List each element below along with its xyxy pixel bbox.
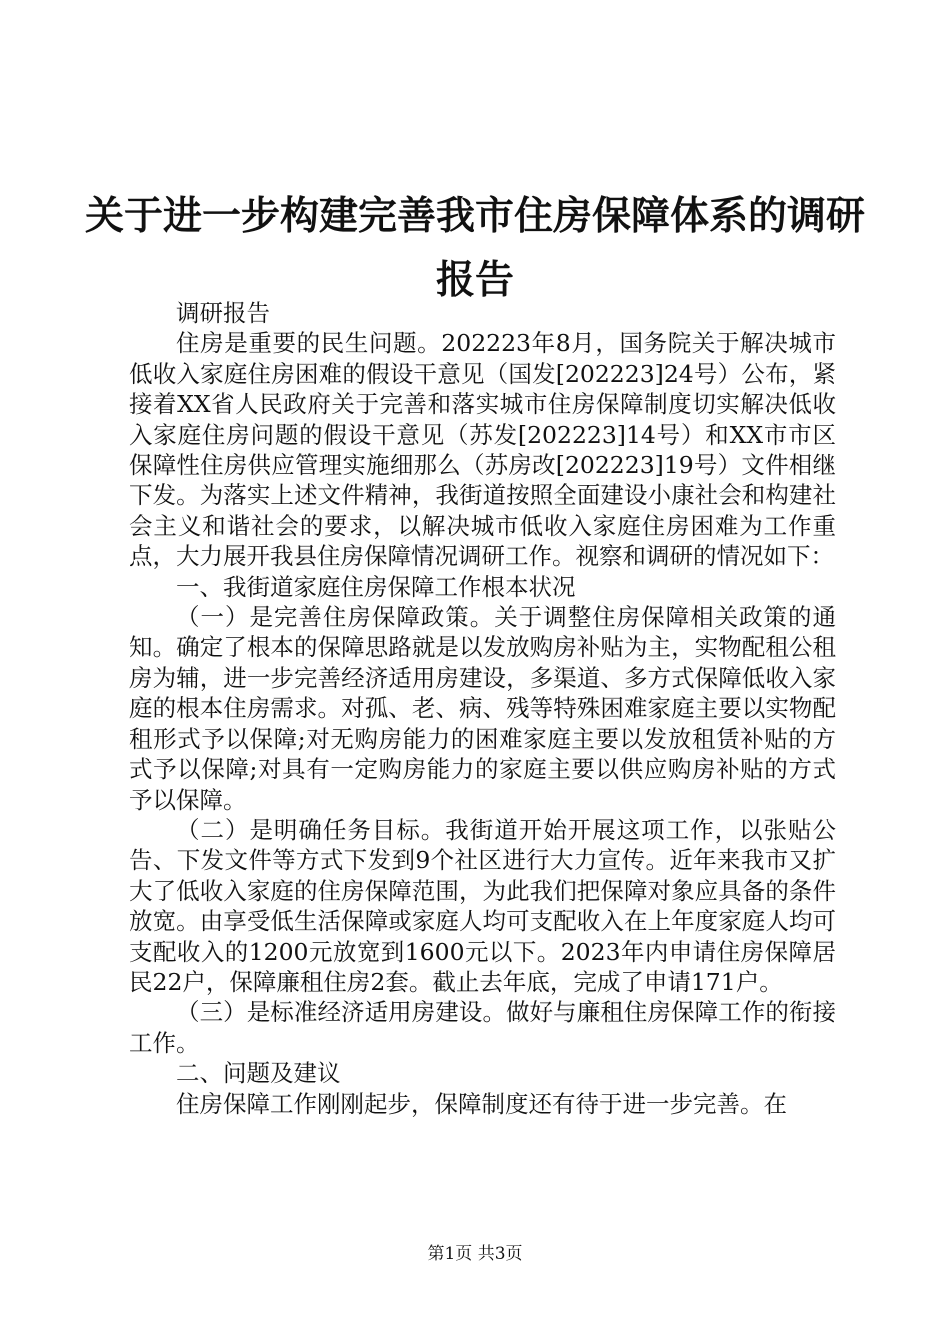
- paragraph-housing-construction: （三）是标准经济适用房建设。做好与廉租住房保障工作的衔接工作。: [129, 998, 836, 1057]
- document-title: [0, 184, 950, 312]
- page-footer: [0, 1242, 950, 1266]
- document-body: [129, 298, 836, 1119]
- report-label: 调研报告: [176, 299, 270, 327]
- paragraph-problems: 住房保障工作刚刚起步，保障制度还有待于进一步完善。在: [176, 1089, 787, 1118]
- paragraph-targets: （二）是明确任务目标。我街道开始开展这项工作，以张贴公告、下发文件等方式下发到9个社区进行大力宣传。近年来我市又扩大了低收入家庭的住房保障范围，为此我们把保障对象应具备的条件放宽。由享受低生活保障或家庭人均可支配收入在上年度家庭人均可支配收入的1200元放宽到1600元以下。2023年内申请住房保障居民22户，保障廉租住房2套。截止去年底，完成了申请171户。: [129, 815, 836, 996]
- page-number: 第1页 共3页: [427, 1244, 523, 1264]
- paragraph-policy: （一）是完善住房保障政策。关于调整住房保障相关政策的通知。确定了根本的保障思路就是以发放购房补贴为主，实物配租公租房为辅，进一步完善经济适用房建设，多渠道、多方式保障低收入家庭的根本住房需求。对孤、老、病、残等特殊困难家庭主要以实物配租形式予以保障;对无购房能力的困难家庭主要以发放租赁补贴的方式予以保障;对具有一定购房能力的家庭主要以供应购房补贴的方式予以保障。: [129, 603, 836, 814]
- document-title-line-1: 关于进一步构建完善我市住房保障体系的调研: [84, 193, 865, 239]
- document-title-line-2: 报告: [435, 257, 514, 303]
- section-heading-2: 二、问题及建议: [176, 1059, 341, 1088]
- intro-paragraph: 住房是重要的民生问题。202223年8月，国务院关于解决城市低收入家庭住房困难的假设干意见（国发[202223]24号）公布，紧接着XX省人民政府关于完善和落实城市住房保障制度切实解决低收入家庭住房问题的假设干意见（苏发[202223]14号）和XX市市区保障性住房供应管理实施细那么（苏房改[202223]19号）文件相继下发。为落实上述文件精神，我街道按照全面建设小康社会和构建社会主义和谐社会的要求，以解决城市低收入家庭住房困难为工作重点，大力展开我县住房保障情况调研工作。视察和调研的情况如下：: [129, 329, 836, 571]
- section-heading-1: 一、我街道家庭住房保障工作根本状况: [176, 572, 576, 601]
